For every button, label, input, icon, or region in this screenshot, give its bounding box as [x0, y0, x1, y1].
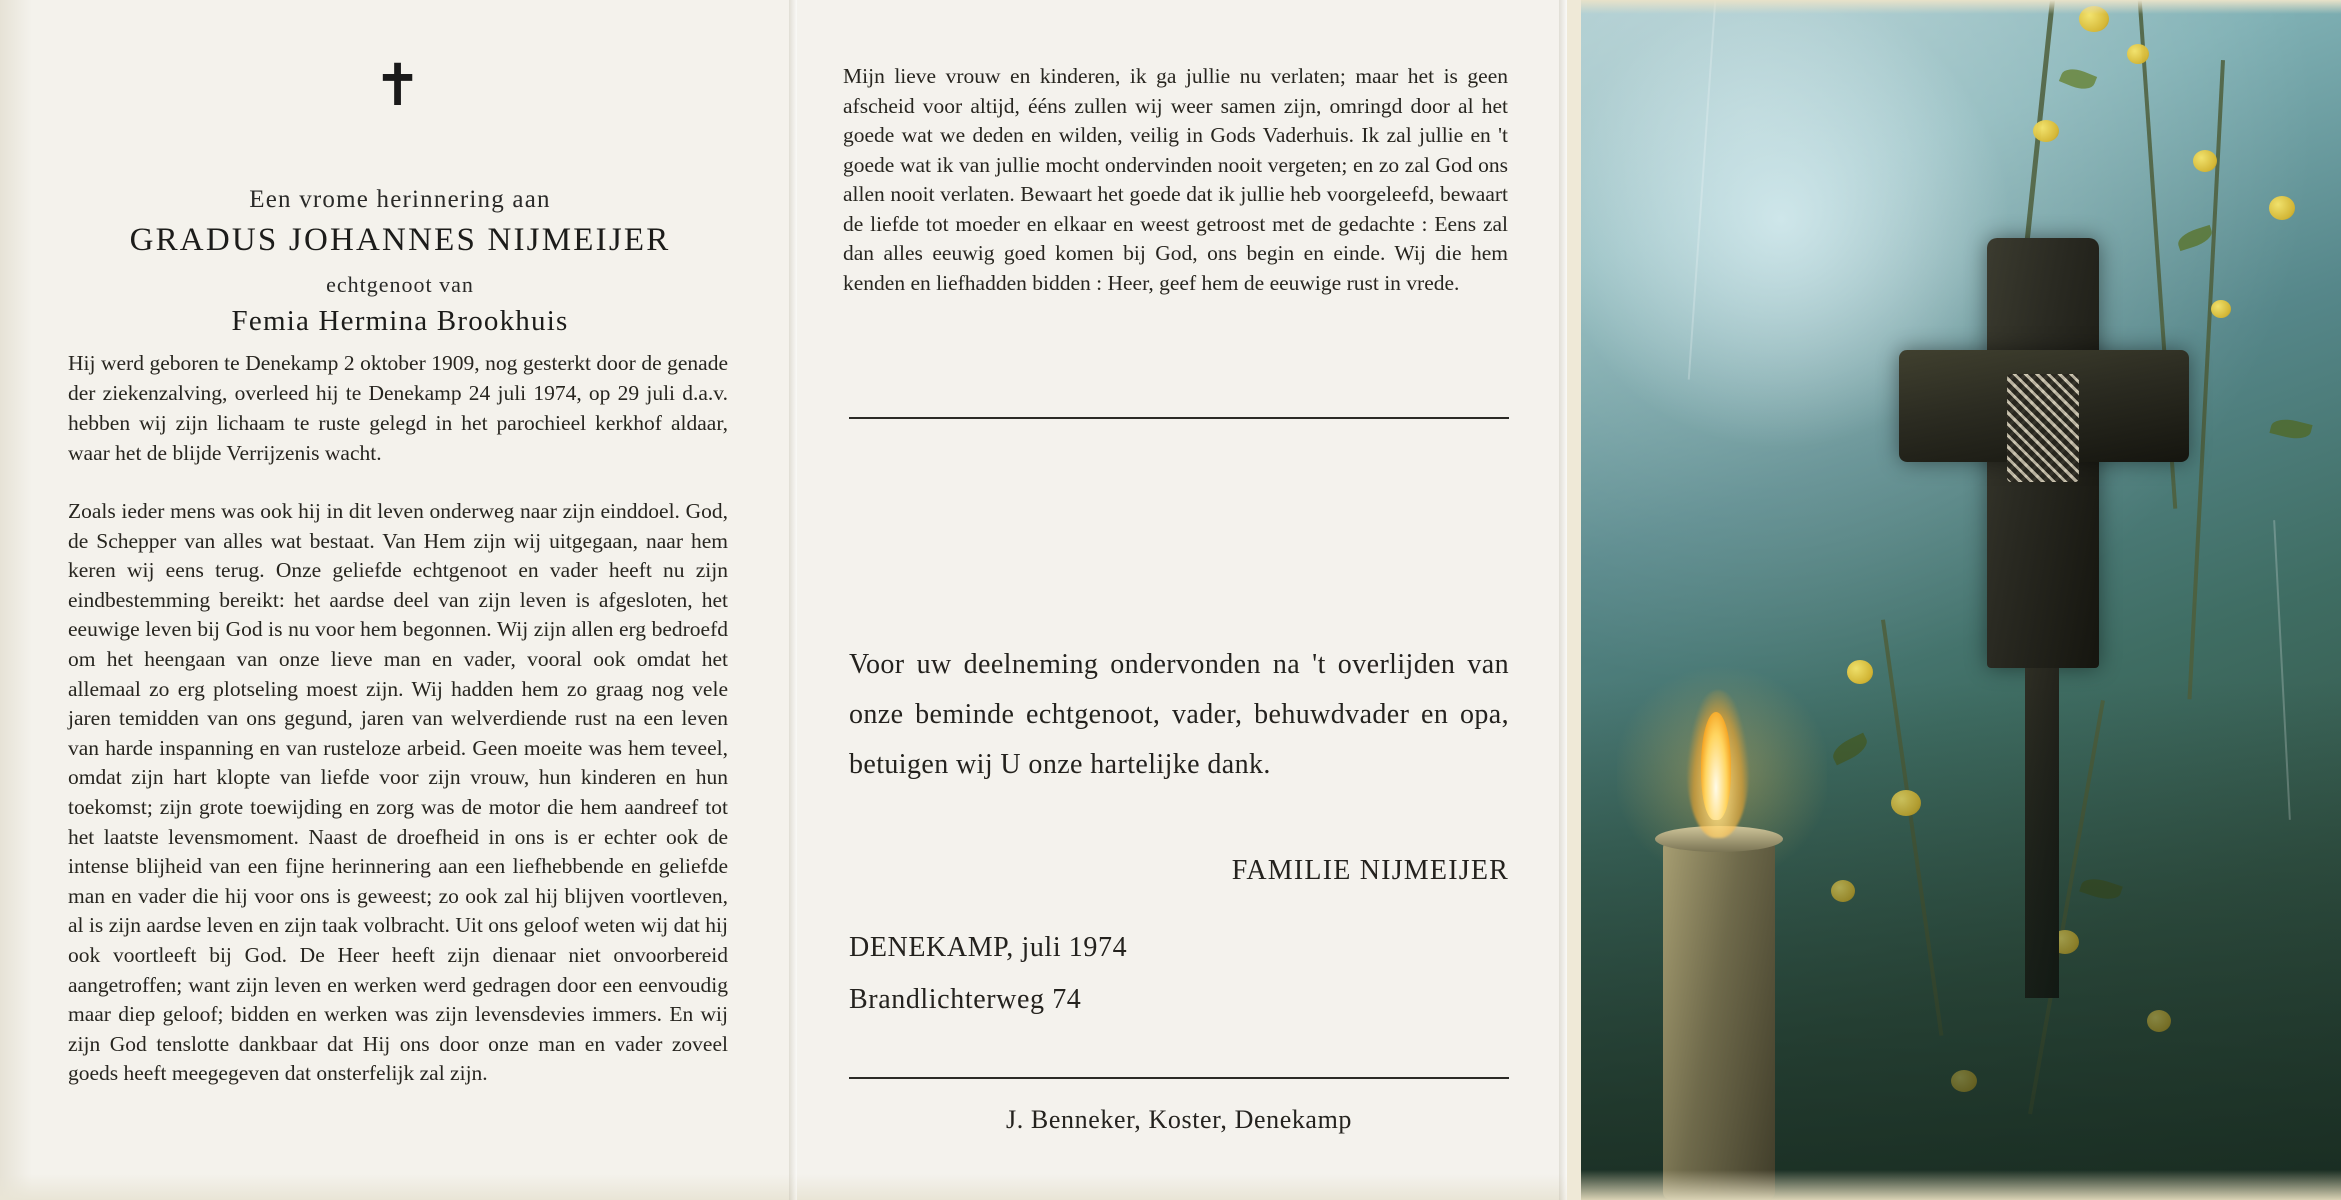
blossom	[2033, 120, 2059, 142]
leaf	[2059, 64, 2097, 93]
blossom	[2193, 150, 2217, 172]
photo-bottom-edge	[1581, 1170, 2341, 1200]
deceased-name: GRADUS JOHANNES NIJMEIJER	[129, 222, 671, 258]
spouse-name: Femia Hermina Brookhuis	[231, 305, 569, 337]
right-page-photo	[1567, 0, 2341, 1200]
candle-flame-inner	[1701, 712, 1731, 820]
biography-paragraph: Hij werd geboren te Denekamp 2 oktober 1909, nog gesterkt door de genade der ziekenzalving, overleed hij te Denekamp 24 juli 1974, op 29 juli d.a.v. hebben wij zijn lichaam te ruste gelegd in het parochieel kerkhof aldaar, waar het de blijde Verrijzenis wacht.	[68, 351, 728, 465]
blossom	[2269, 196, 2295, 220]
family-signature: FAMILIE NIJMEIJER	[1231, 855, 1509, 886]
divider-bottom	[849, 1077, 1509, 1079]
spouse-of-label: echtgenoot van	[326, 272, 474, 297]
paper-bottom-shading-mid	[795, 1174, 1567, 1200]
paper-edge-shading	[0, 0, 32, 1200]
place-and-date: DENEKAMP, juli 1974	[849, 932, 1128, 963]
memory-line: Een vrome herinnering aan	[249, 186, 551, 213]
tribute-paragraph: Zoals ieder mens was ook hij in dit leven onderweg naar zijn einddoel. God, de Schepper van alles wat bestaat. Van Hem zijn wij uitgegaan, naar hem keren wij eens terug. Onze geliefde echtgenoot en vader heeft nu zijn eindbestemming bereikt: het aardse deel van zijn leven is afgesloten, het eeuwige leven bij God is nu voor hem begonnen. Wij zijn allen erg bedroefd om het heengaan van onze lieve man en vader, vooral ook omdat het allemaal zo erg plotseling moest zijn. Wij hadden hem zo graag nog vele jaren temidden van ons gegund, jaren van welverdiende rust na een leven van harde inspanning en van rusteloze arbeid. Geen moeite was hem teveel, omdat zijn hart klopte van liefde voor zijn vrouw, hun kinderen en hun toekomst; zijn grote toewijding en zorg was de motor die hem aandreef tot het laatste levensmoment. Naast de droefheid in ons is er echter ook de intense blijheid van een fijne herinnering aan een liefhebbende en geliefde man en vader die hij voor ons is geweest; zo ook zal hij blijven voortleven, al is zijn aardse leven en zijn taak volbracht. Uit ons geloof weten wij dat hij ook voortleeft bij God. De Heer heeft zijn dienaar niet onvoorbereid aangetroffen; want zijn leven en werken werd gedragen door een eenvoudig maar diep geloof; bidden en werken was zijn levensdevies immers. En wij zijn God tenslotte dankbaar dat Hij ons door onze man en vader zoveel goeds heeft meegegeven dat onsterfelijk zal zijn.	[68, 499, 728, 1086]
memorial-photo	[1581, 0, 2341, 1200]
printer-credit: J. Benneker, Koster, Denekamp	[1006, 1105, 1352, 1134]
address-line: Brandlichterweg 74	[849, 984, 1082, 1015]
leaf	[2175, 225, 2214, 251]
cross-lattice-center	[2007, 374, 2079, 482]
paper-bottom-shading	[0, 1174, 795, 1200]
thanks-paragraph: Voor uw deelneming ondervonden na 't overlijden van onze beminde echtgenoot, vader, behuwdvader en opa, betuigen wij U onze hartelijke dank.	[849, 649, 1509, 780]
leaf	[2269, 415, 2312, 442]
middle-page	[795, 0, 1567, 1200]
candle-body	[1663, 840, 1775, 1200]
divider-top	[849, 417, 1509, 419]
farewell-paragraph: Mijn lieve vrouw en kinderen, ik ga jullie nu verlaten; maar het is geen afscheid voor altijd, ééns zullen wij weer samen zijn, omringd door al het goede wat we deden en wilden, veilig in Gods Vaderhuis. Ik zal jullie en 't goede wat ik van jullie mocht ondervinden nooit vergeten; en zo zal God ons allen nooit verlaten. Bewaart het goede dat ik jullie heb voorgeleefd, bewaart de liefde tot moeder en elkaar en weest getroost met de gedachte : Eens zal dan alles eeuwig goed komen bij God, ons begin en einde. Wij die hem kenden en liefhadden bidden : Heer, geef hem de eeuwige rust in vrede.	[843, 64, 1508, 295]
photo-top-edge	[1581, 0, 2341, 14]
blossom	[2127, 44, 2149, 64]
blossom	[2211, 300, 2231, 318]
left-page	[0, 0, 795, 1200]
latin-cross-icon: ✝	[373, 51, 422, 119]
